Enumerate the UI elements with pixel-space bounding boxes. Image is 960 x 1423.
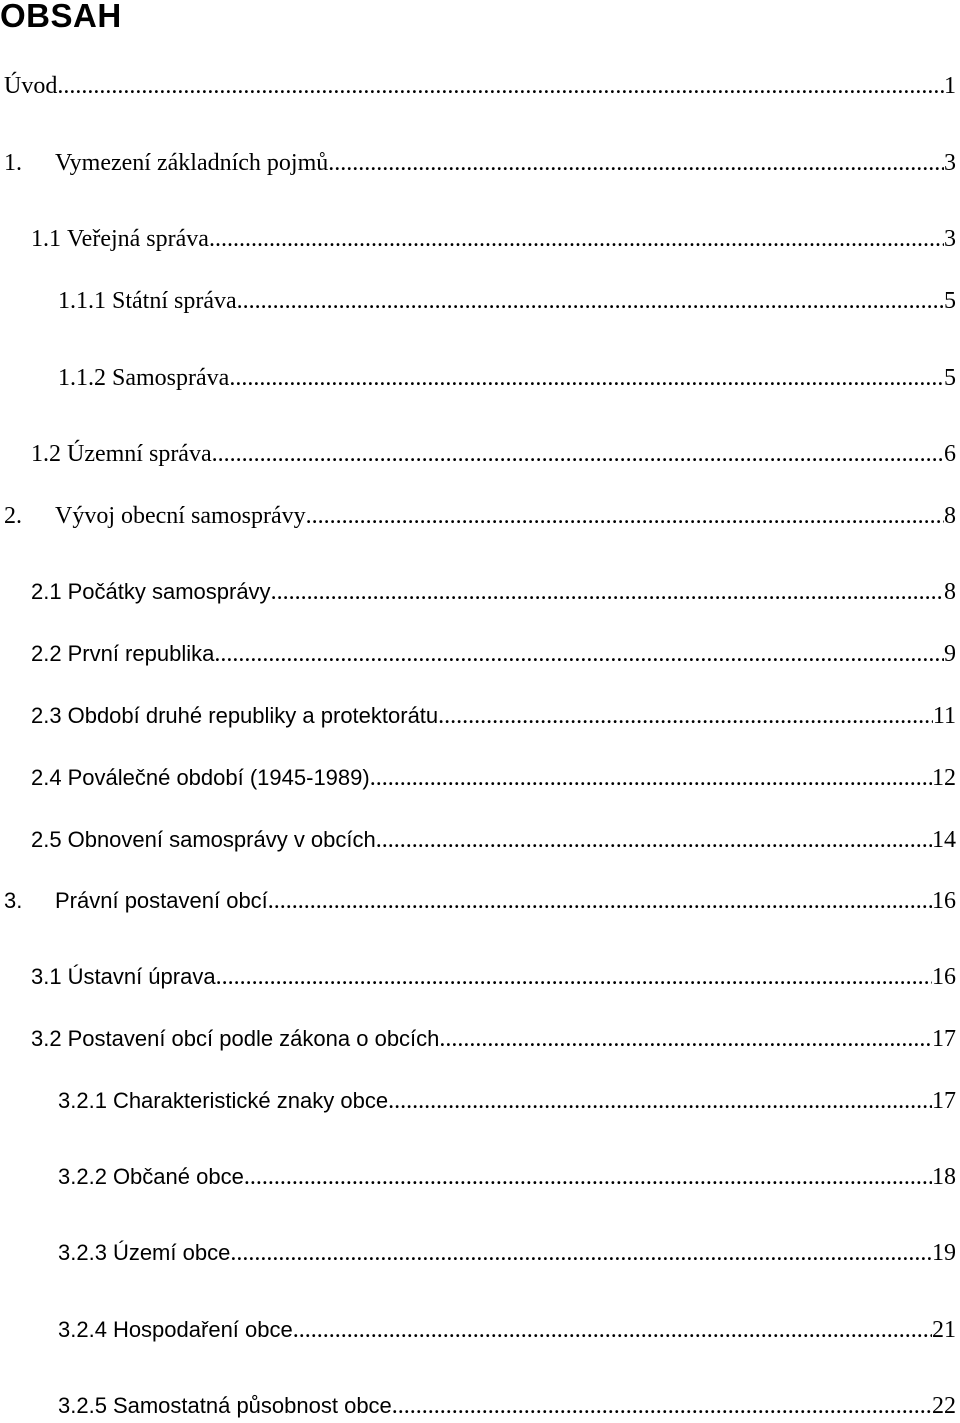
- toc-page-number: 1: [944, 73, 956, 99]
- toc-page-number: 8: [944, 579, 956, 605]
- toc-page-number: 16: [932, 888, 956, 914]
- toc-entry-number: 1.: [4, 150, 22, 176]
- dot-leader: [306, 500, 944, 532]
- toc-page-number: 17: [932, 1088, 956, 1114]
- toc-entry-label: Územní správa: [67, 441, 212, 467]
- toc-entry-label: Počátky samosprávy: [67, 579, 271, 604]
- dot-leader: [216, 961, 932, 993]
- toc-entry-label: Poválečné období (1945-1989): [67, 765, 370, 790]
- dot-leader: [388, 1085, 932, 1117]
- toc-entry-number: 3.2.4: [58, 1317, 107, 1342]
- toc-entry-label: První republika: [67, 641, 215, 666]
- dot-leader: [229, 362, 944, 394]
- toc-entry-3-2[interactable]: [31, 1023, 956, 1055]
- toc-entry-label: Samostatná působnost obce: [112, 1393, 392, 1418]
- dot-leader: [271, 576, 944, 608]
- dot-leader: [212, 438, 944, 470]
- toc-entry-label: Úvod: [4, 73, 58, 99]
- toc-entry-uvod[interactable]: [4, 70, 956, 102]
- toc-entry-label: Ústavní úprava: [67, 964, 216, 989]
- toc-page-number: 5: [944, 288, 956, 314]
- toc-entry-number: 2.5: [31, 827, 62, 852]
- toc-entry-label: Charakteristické znaky obce: [112, 1088, 389, 1113]
- dot-leader: [328, 147, 944, 179]
- toc-entry-3-1[interactable]: [31, 961, 956, 993]
- toc-entry-label: Hospodaření obce: [112, 1317, 293, 1342]
- toc-entry-number: 3.: [4, 888, 23, 913]
- dot-leader: [57, 70, 944, 102]
- dot-leader: [237, 285, 944, 317]
- toc-entry-1-1-1[interactable]: [58, 285, 956, 317]
- dot-leader: [214, 638, 944, 670]
- toc-entry-number: 2.1: [31, 579, 62, 604]
- toc-page-number: 21: [932, 1317, 956, 1343]
- toc-page-number: 11: [932, 703, 956, 729]
- dot-leader: [392, 1390, 932, 1422]
- toc-entry-3-2-5[interactable]: [58, 1390, 956, 1422]
- dot-leader: [370, 762, 932, 794]
- toc-entry-2-4[interactable]: [31, 762, 956, 794]
- toc-page-number: 6: [944, 441, 956, 467]
- toc-entry-label: Samospráva: [112, 365, 230, 391]
- toc-entry-chapter-3[interactable]: [4, 885, 956, 917]
- toc-page-number: 17: [932, 1026, 956, 1052]
- dot-leader: [209, 223, 944, 255]
- toc-entry-label: Veřejná správa: [67, 226, 209, 252]
- dot-leader: [293, 1314, 932, 1346]
- toc-entry-3-2-2[interactable]: [58, 1161, 956, 1193]
- toc-entry-1-2[interactable]: [31, 438, 956, 470]
- toc-entry-number: 3.2.3: [58, 1240, 107, 1265]
- toc-page-number: 18: [932, 1164, 956, 1190]
- toc-entry-label: Postavení obcí podle zákona o obcích: [67, 1026, 440, 1051]
- toc-page-number: 3: [944, 226, 956, 252]
- toc-entry-number: 1.1: [31, 226, 61, 252]
- toc-entry-number: 1.1.1: [58, 288, 106, 314]
- toc-entry-2-3[interactable]: [31, 700, 956, 732]
- dot-leader: [439, 1023, 932, 1055]
- toc-page-number: 9: [944, 641, 956, 667]
- toc-entry-label: Vývoj obecní samosprávy: [55, 503, 306, 529]
- toc-entry-3-2-3[interactable]: [58, 1237, 956, 1269]
- toc-entry-label: Obnovení samosprávy v obcích: [67, 827, 376, 852]
- toc-entry-chapter-2[interactable]: [4, 500, 956, 532]
- toc-entry-number: 2.2: [31, 641, 62, 666]
- toc-entry-number: 3.2.5: [58, 1393, 107, 1418]
- toc-entry-3-2-1[interactable]: [58, 1085, 956, 1117]
- toc-entry-2-5[interactable]: [31, 824, 956, 856]
- toc-entry-number: 3.2.1: [58, 1088, 107, 1113]
- toc-entry-number: 3.1: [31, 964, 62, 989]
- toc-page-number: 3: [944, 150, 956, 176]
- toc-page-number: 16: [932, 964, 956, 990]
- toc-entry-label: Období druhé republiky a protektorátu: [67, 703, 439, 728]
- toc-page-number: 14: [932, 827, 956, 853]
- page-title: OBSAH: [0, 0, 122, 34]
- toc-page-number: 19: [932, 1240, 956, 1266]
- toc-entry-number: 3.2.2: [58, 1164, 107, 1189]
- dot-leader: [244, 1161, 932, 1193]
- toc-entry-number: 1.1.2: [58, 365, 106, 391]
- toc-entry-number: 1.2: [31, 441, 61, 467]
- toc-entry-number: 2.: [4, 503, 22, 529]
- toc-page-number: 22: [932, 1393, 956, 1419]
- toc-entry-3-2-4[interactable]: [58, 1314, 956, 1346]
- toc-entry-label: Vymezení základních pojmů: [55, 150, 329, 176]
- toc-entry-label: Státní správa: [112, 288, 237, 314]
- toc-entry-number: 2.4: [31, 765, 62, 790]
- toc-page-number: 8: [944, 503, 956, 529]
- dot-leader: [376, 824, 932, 856]
- toc-entry-label: Území obce: [112, 1240, 231, 1265]
- toc-page-number: 5: [944, 365, 956, 391]
- toc-entry-1-1[interactable]: [31, 223, 956, 255]
- toc-entry-label: Právní postavení obcí: [55, 888, 268, 913]
- toc-entry-number: 3.2: [31, 1026, 62, 1051]
- toc-entry-2-2[interactable]: [31, 638, 956, 670]
- dot-leader: [438, 700, 933, 732]
- dot-leader: [268, 885, 932, 917]
- toc-entry-number: 2.3: [31, 703, 62, 728]
- toc-entry-label: Občané obce: [112, 1164, 244, 1189]
- toc-page-number: 12: [932, 765, 956, 791]
- toc-entry-1-1-2[interactable]: [58, 362, 956, 394]
- toc-entry-2-1[interactable]: [31, 576, 956, 608]
- toc-entry-chapter-1[interactable]: [4, 147, 956, 179]
- dot-leader: [230, 1237, 932, 1269]
